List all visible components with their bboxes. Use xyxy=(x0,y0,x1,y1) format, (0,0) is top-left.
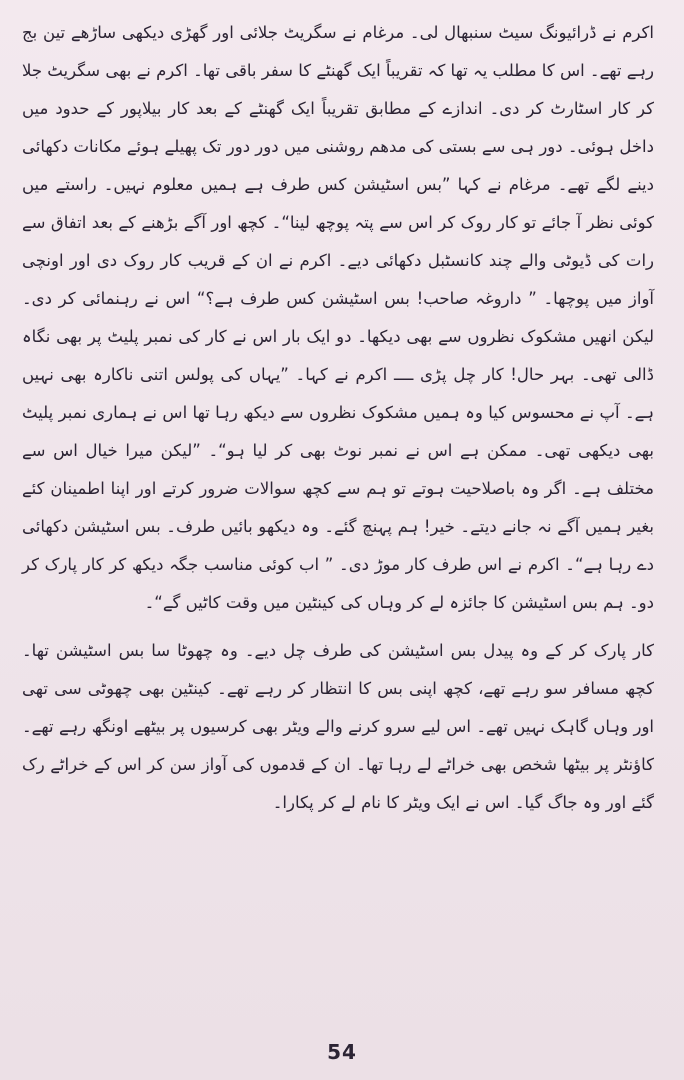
page-body xyxy=(22,14,654,822)
paragraph-1: اکرم نے ڈرائیونگ سیٹ سنبھال لی۔ مرغام نے سگریٹ جلائی اور گھڑی دیکھی ساڑھے تین بج رہے تھے۔ اس کا مطلب یہ تھا کہ تقریباً ایک گھنٹے کا سفر باقی تھا۔ اکرم نے بھی سگریٹ جلا کر کار اسٹارٹ کر دی۔ اندازے کے مطابق تقریباً ایک گھنٹے کے بعد کار بیلاپور کے حدود میں داخل ہوئی۔ دور ہی سے بستی کی مدھم روشنی میں دور دور تک پھیلے ہوئے مکانات دکھائی دینے لگے تھے۔ مرغام نے کہا ”بس اسٹیشن کس طرف ہے ہمیں معلوم نہیں۔ راستے میں کوئی نظر آ جائے تو کار روک کر اس سے پتہ پوچھ لینا“۔ کچھ اور آگے بڑھنے کے بعد اتفاق سے رات کی ڈیوٹی والے چند کانسٹبل دکھائی دیے۔ اکرم نے ان کے قریب کار روک دی اور اونچی آواز میں پوچھا۔ ” داروغہ صاحب! بس اسٹیشن کس طرف ہے؟“ اس نے رہنمائی کر دی۔ لیکن انھیں مشکوک نظروں سے بھی دیکھا۔ دو ایک بار اس نے کار کی نمبر پلیٹ پر بھی نگاہ ڈالی تھی۔ بہر حال! کار چل پڑی ــــ اکرم نے کہا۔ ”یہاں کی پولس اتنی ناکارہ بھی نہیں ہے۔ آپ نے محسوس کیا وہ ہمیں مشکوک نظروں سے دیکھ رہا تھا اس نے ہماری نمبر پلیٹ بھی دیکھی تھی۔ ممکن ہے اس نے نمبر نوٹ بھی کر لیا ہو“۔ ”لیکن میرا خیال اس سے مختلف ہے۔ اگر وہ باصلاحیت ہوتے تو ہم سے کچھ سوالات ضرور کرتے اور اپنا اطمینان کئے بغیر ہمیں آگے نہ جانے دیتے۔ خیر! ہم پہنچ گئے۔ وہ دیکھو بائیں طرف۔ بس اسٹیشن دکھائی دے رہا ہے“۔ اکرم نے اس طرف کار موڑ دی۔ ” اب کوئی مناسب جگہ دیکھ کر کار پارک کر دو۔ ہم بس اسٹیشن کا جائزہ لے کر وہاں کی کینٹین میں وقت کاٹیں گے“۔ xyxy=(22,23,654,612)
page-number: 54 xyxy=(327,1040,357,1064)
paragraph-2: کار پارک کر کے وہ پیدل بس اسٹیشن کی طرف چل دیے۔ وہ چھوٹا سا بس اسٹیشن تھا۔ کچھ مسافر سو رہے تھے، کچھ اپنی بس کا انتظار کر رہے تھے۔ کینٹین بھی چھوٹی سی تھی اور وہاں گاہک نہیں تھے۔ اس لیے سرو کرنے والے ویٹر بھی کرسیوں پر بیٹھے اونگھ رہے تھے۔ کاؤنٹر پر بیٹھا شخص بھی خراٹے لے رہا تھا۔ ان کے قدموں کی آواز سن کر اس کے خراٹے رک گئے اور وہ جاگ گیا۔ اس نے ایک ویٹر کا نام لے کر پکارا۔ xyxy=(22,641,654,812)
